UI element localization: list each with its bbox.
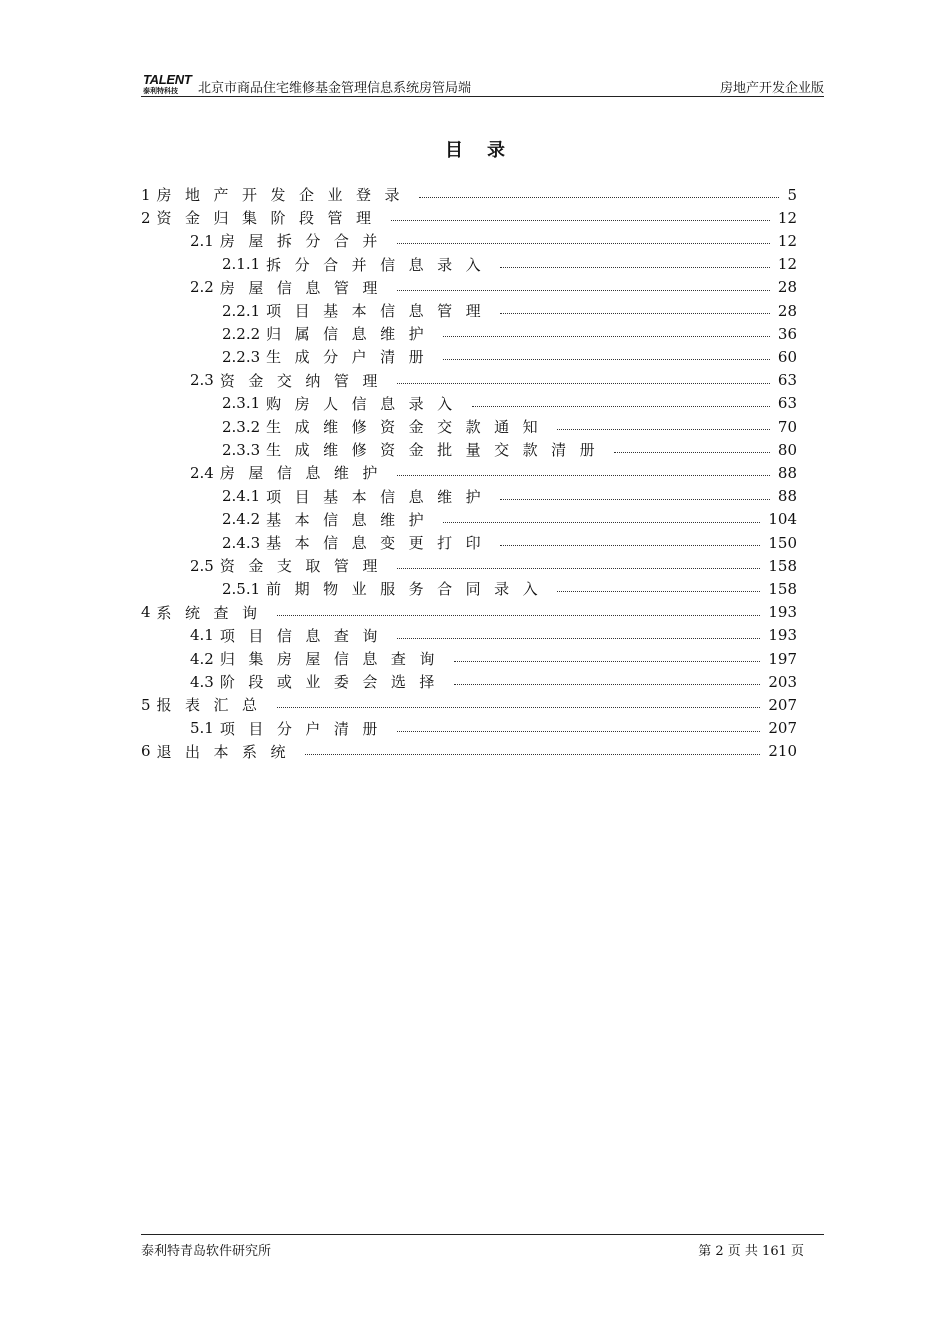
toc-entry[interactable] <box>222 322 797 345</box>
toc-entry-number: 2.1.1 <box>222 255 261 274</box>
toc-entry[interactable] <box>222 299 797 322</box>
toc-entry-title: 系统查询 <box>156 603 271 622</box>
toc-entry-number: 1 <box>141 185 151 204</box>
toc-entry[interactable] <box>222 415 797 438</box>
toc-entry[interactable] <box>141 206 797 229</box>
toc-entry-title: 归属信息维护 <box>266 325 438 344</box>
toc-entry-title: 阶段或业委会选择 <box>219 673 448 692</box>
toc-entry[interactable] <box>141 183 797 206</box>
toc-entry-title: 项目信息查询 <box>219 626 391 645</box>
logo-subtext: 泰利特科技 <box>143 87 178 95</box>
toc-entry[interactable] <box>141 693 797 716</box>
toc-entry-page: 5 <box>787 185 797 204</box>
header-title: 北京市商品住宅维修基金管理信息系统房管局端 <box>198 81 472 96</box>
toc-entry-number: 2.3 <box>190 371 214 390</box>
toc-entry-title: 拆分合并信息录入 <box>266 255 495 274</box>
toc-entry-title: 项目分户清册 <box>219 719 391 738</box>
toc-entry-title: 生成维修资金交款通知 <box>266 418 552 436</box>
toc-entry-number: 2 <box>141 208 151 227</box>
toc-dot-leader <box>454 661 760 662</box>
toc-entry[interactable] <box>141 601 797 624</box>
toc-entry-page: 80 <box>777 440 797 459</box>
toc-entry-title: 房屋信息维护 <box>219 464 391 483</box>
toc-dot-leader <box>500 267 770 268</box>
toc-entry-page: 12 <box>777 208 797 227</box>
toc-dot-leader <box>277 615 761 616</box>
toc-entry-page: 63 <box>777 371 797 390</box>
toc-entry-page: 88 <box>777 463 797 482</box>
toc-entry-page: 36 <box>777 324 797 343</box>
toc-entry[interactable] <box>222 392 797 415</box>
toc-entry-number: 2.5 <box>190 556 214 575</box>
toc-dot-leader <box>305 754 760 755</box>
toc-entry-title: 基本信息变更打印 <box>266 534 495 552</box>
footer-page-info: 第 2 页 共 161 页 <box>698 1244 804 1259</box>
toc-entry[interactable] <box>190 369 797 392</box>
toc-entry-page: 12 <box>777 231 797 250</box>
toc-entry-title: 房屋信息管理 <box>219 278 391 297</box>
toc-entry-page: 12 <box>777 255 797 274</box>
toc-dot-leader <box>397 383 770 384</box>
toc-entry-title: 报表汇总 <box>156 696 271 715</box>
toc-entry-number: 4.2 <box>190 649 214 668</box>
toc-entry-title: 生成分户清册 <box>266 348 438 367</box>
toc-entry-title: 生成维修资金批量交款清册 <box>266 441 609 460</box>
toc-entry-page: 158 <box>768 579 797 598</box>
toc-entry[interactable] <box>141 740 797 763</box>
toc-entry-page: 158 <box>768 556 797 575</box>
toc-entry-page: 207 <box>768 695 797 714</box>
toc-entry-page: 60 <box>777 347 797 366</box>
toc-entry[interactable] <box>222 577 797 600</box>
toc-entry-title: 项目基本信息管理 <box>266 302 495 320</box>
toc-dot-leader <box>397 638 760 639</box>
toc-entry[interactable] <box>190 670 797 693</box>
toc-dot-leader <box>443 359 770 360</box>
toc-entry-number: 2.5.1 <box>222 579 261 598</box>
toc-entry[interactable] <box>222 438 797 461</box>
toc-dot-leader <box>500 545 760 546</box>
toc-entry-title: 房地产开发企业登录 <box>156 186 414 204</box>
toc-entry-number: 5.1 <box>190 719 214 738</box>
toc-dot-leader <box>443 522 760 523</box>
toc-dot-leader <box>500 313 770 314</box>
toc-entry-number: 2.3.1 <box>222 394 261 413</box>
page-header <box>141 72 824 97</box>
toc-dot-leader <box>557 591 760 592</box>
toc-entry-title: 归集房屋信息查询 <box>219 650 448 668</box>
toc-entry-title: 资金支取管理 <box>219 557 391 576</box>
toc-entry[interactable] <box>222 508 797 531</box>
toc-entry-page: 197 <box>768 649 797 668</box>
toc-entry-title: 前期物业服务合同录入 <box>266 580 552 599</box>
toc-entry-page: 88 <box>777 487 797 506</box>
toc-entry-number: 4.3 <box>190 672 214 691</box>
toc-entry-title: 资金归集阶段管理 <box>156 209 385 228</box>
toc-dot-leader <box>391 220 770 221</box>
toc-dot-leader <box>397 290 770 291</box>
toc-entry[interactable] <box>222 253 797 276</box>
toc-entry-page: 210 <box>768 742 797 761</box>
toc-entry-number: 2.4.2 <box>222 510 261 529</box>
toc-entry-title: 购房人信息录入 <box>266 394 466 413</box>
toc-entry-number: 2.4 <box>190 463 214 482</box>
toc-dot-leader <box>443 336 770 337</box>
toc-entry-number: 2.2.2 <box>222 324 261 343</box>
toc-entry[interactable] <box>190 647 797 670</box>
toc-entry-number: 2.1 <box>190 231 214 250</box>
toc-entry-number: 5 <box>141 695 151 714</box>
toc-entry[interactable] <box>222 345 797 368</box>
toc-entry[interactable] <box>222 531 797 554</box>
toc-entry[interactable] <box>190 276 797 299</box>
toc-entry-number: 2.2.3 <box>222 347 261 366</box>
toc-entry-page: 203 <box>768 672 797 691</box>
page-footer <box>141 1234 824 1259</box>
toc-entry-title: 项目基本信息维护 <box>266 487 495 506</box>
toc-dot-leader <box>472 406 770 407</box>
toc-entry-page: 193 <box>768 626 797 645</box>
toc-entry[interactable] <box>190 624 797 647</box>
toc-entry-page: 207 <box>768 719 797 738</box>
toc-entry-page: 193 <box>768 603 797 622</box>
toc-entry[interactable] <box>190 554 797 577</box>
toc-dot-leader <box>614 452 770 453</box>
toc-dot-leader <box>397 731 760 732</box>
toc-entry-page: 104 <box>768 510 797 529</box>
logo-text: TALENT <box>143 72 192 87</box>
toc-entry-number: 2.3.2 <box>222 417 261 436</box>
toc-dot-leader <box>500 499 770 500</box>
toc-dot-leader <box>557 429 770 430</box>
toc-dot-leader <box>419 197 779 198</box>
toc-entry-number: 2.2.1 <box>222 301 261 320</box>
toc-entry-number: 2.4.3 <box>222 533 261 552</box>
toc-dot-leader <box>454 684 760 685</box>
toc-dot-leader <box>397 243 770 244</box>
toc-entry-number: 2.4.1 <box>222 487 261 506</box>
toc-dot-leader <box>397 568 760 569</box>
toc-entry-number: 2.3.3 <box>222 440 261 459</box>
footer-company: 泰利特青岛软件研究所 <box>141 1244 272 1259</box>
toc-entry-title: 基本信息维护 <box>266 510 438 529</box>
toc-dot-leader <box>277 707 761 708</box>
toc-entry-number: 2.2 <box>190 278 214 297</box>
toc-entry[interactable] <box>222 485 797 508</box>
toc-entry-title: 房屋拆分合并 <box>219 232 391 251</box>
toc-entry-number: 4.1 <box>190 626 214 645</box>
talent-logo <box>141 72 193 94</box>
toc-entry[interactable] <box>190 717 797 740</box>
toc-entry-page: 28 <box>777 301 797 320</box>
toc-entry[interactable] <box>190 229 797 252</box>
toc-entry[interactable] <box>190 461 797 484</box>
header-edition: 房地产开发企业版 <box>719 81 824 96</box>
toc-entry-page: 70 <box>777 417 797 436</box>
toc-entry-page: 150 <box>768 533 797 552</box>
toc-entry-title: 退出本系统 <box>156 742 300 761</box>
toc-dot-leader <box>397 475 770 476</box>
toc-entry-page: 28 <box>777 278 797 297</box>
toc-entry-title: 资金交纳管理 <box>219 371 391 390</box>
toc-title: 目录 <box>445 140 529 161</box>
toc-entry-number: 6 <box>141 742 151 761</box>
toc-entry-number: 4 <box>141 603 151 622</box>
toc-entry-page: 63 <box>777 394 797 413</box>
